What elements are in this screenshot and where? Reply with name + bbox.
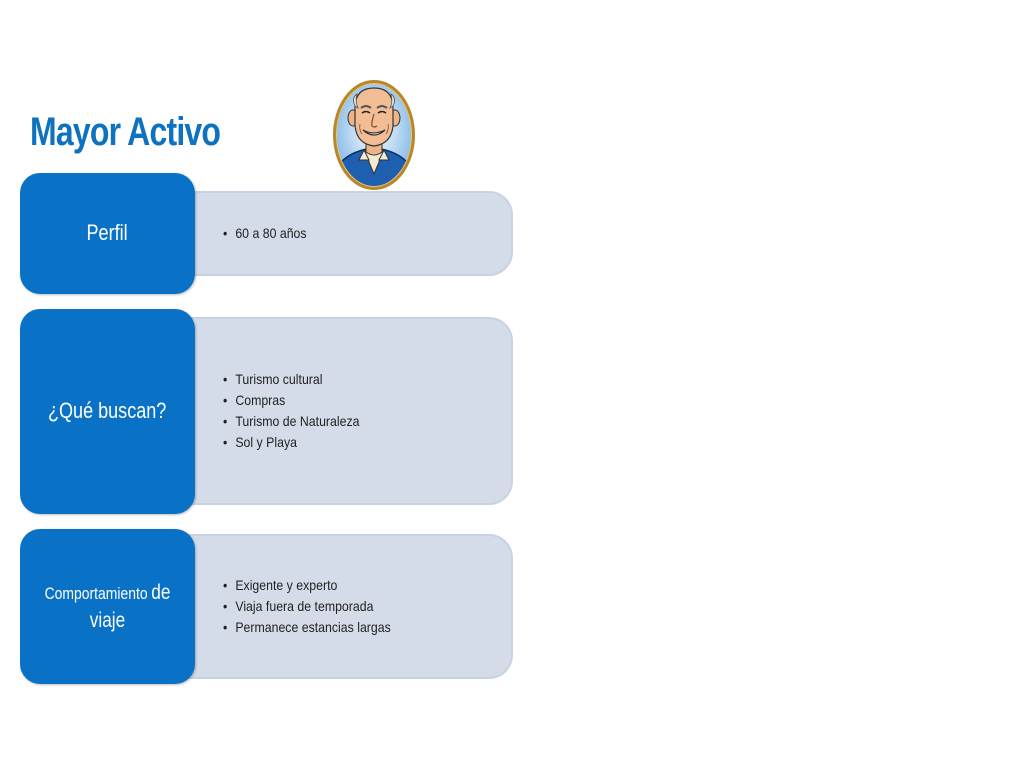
comportamiento-list [223,575,414,638]
que-buscan-list [223,369,378,453]
smiling-elderly-man-icon [331,78,417,192]
list-item: • Viaja fuera de temporada [223,596,391,617]
que-buscan-label-box [20,309,195,514]
perfil-list [223,223,318,244]
comportamiento-label-box [20,529,195,684]
comportamiento-label-part2: de viaje [89,581,171,632]
perfil-label-box [20,173,195,294]
comportamiento-label [42,579,172,634]
que-buscan-label: ¿Qué buscan? [48,398,167,424]
comportamiento-label-part1: Comportamiento [44,584,148,604]
perfil-label: Perfil [86,220,129,246]
list-item: • 60 a 80 años [223,223,307,244]
list-item: • Permanece estancias largas [223,617,391,638]
list-item: • Compras [223,390,359,411]
list-item: • Exigente y experto [223,575,391,596]
slide-title: Mayor Activo [30,110,221,154]
list-item: • Turismo cultural [223,369,359,390]
list-item: • Turismo de Naturaleza [223,411,359,432]
list-item: • Sol y Playa [223,432,359,453]
